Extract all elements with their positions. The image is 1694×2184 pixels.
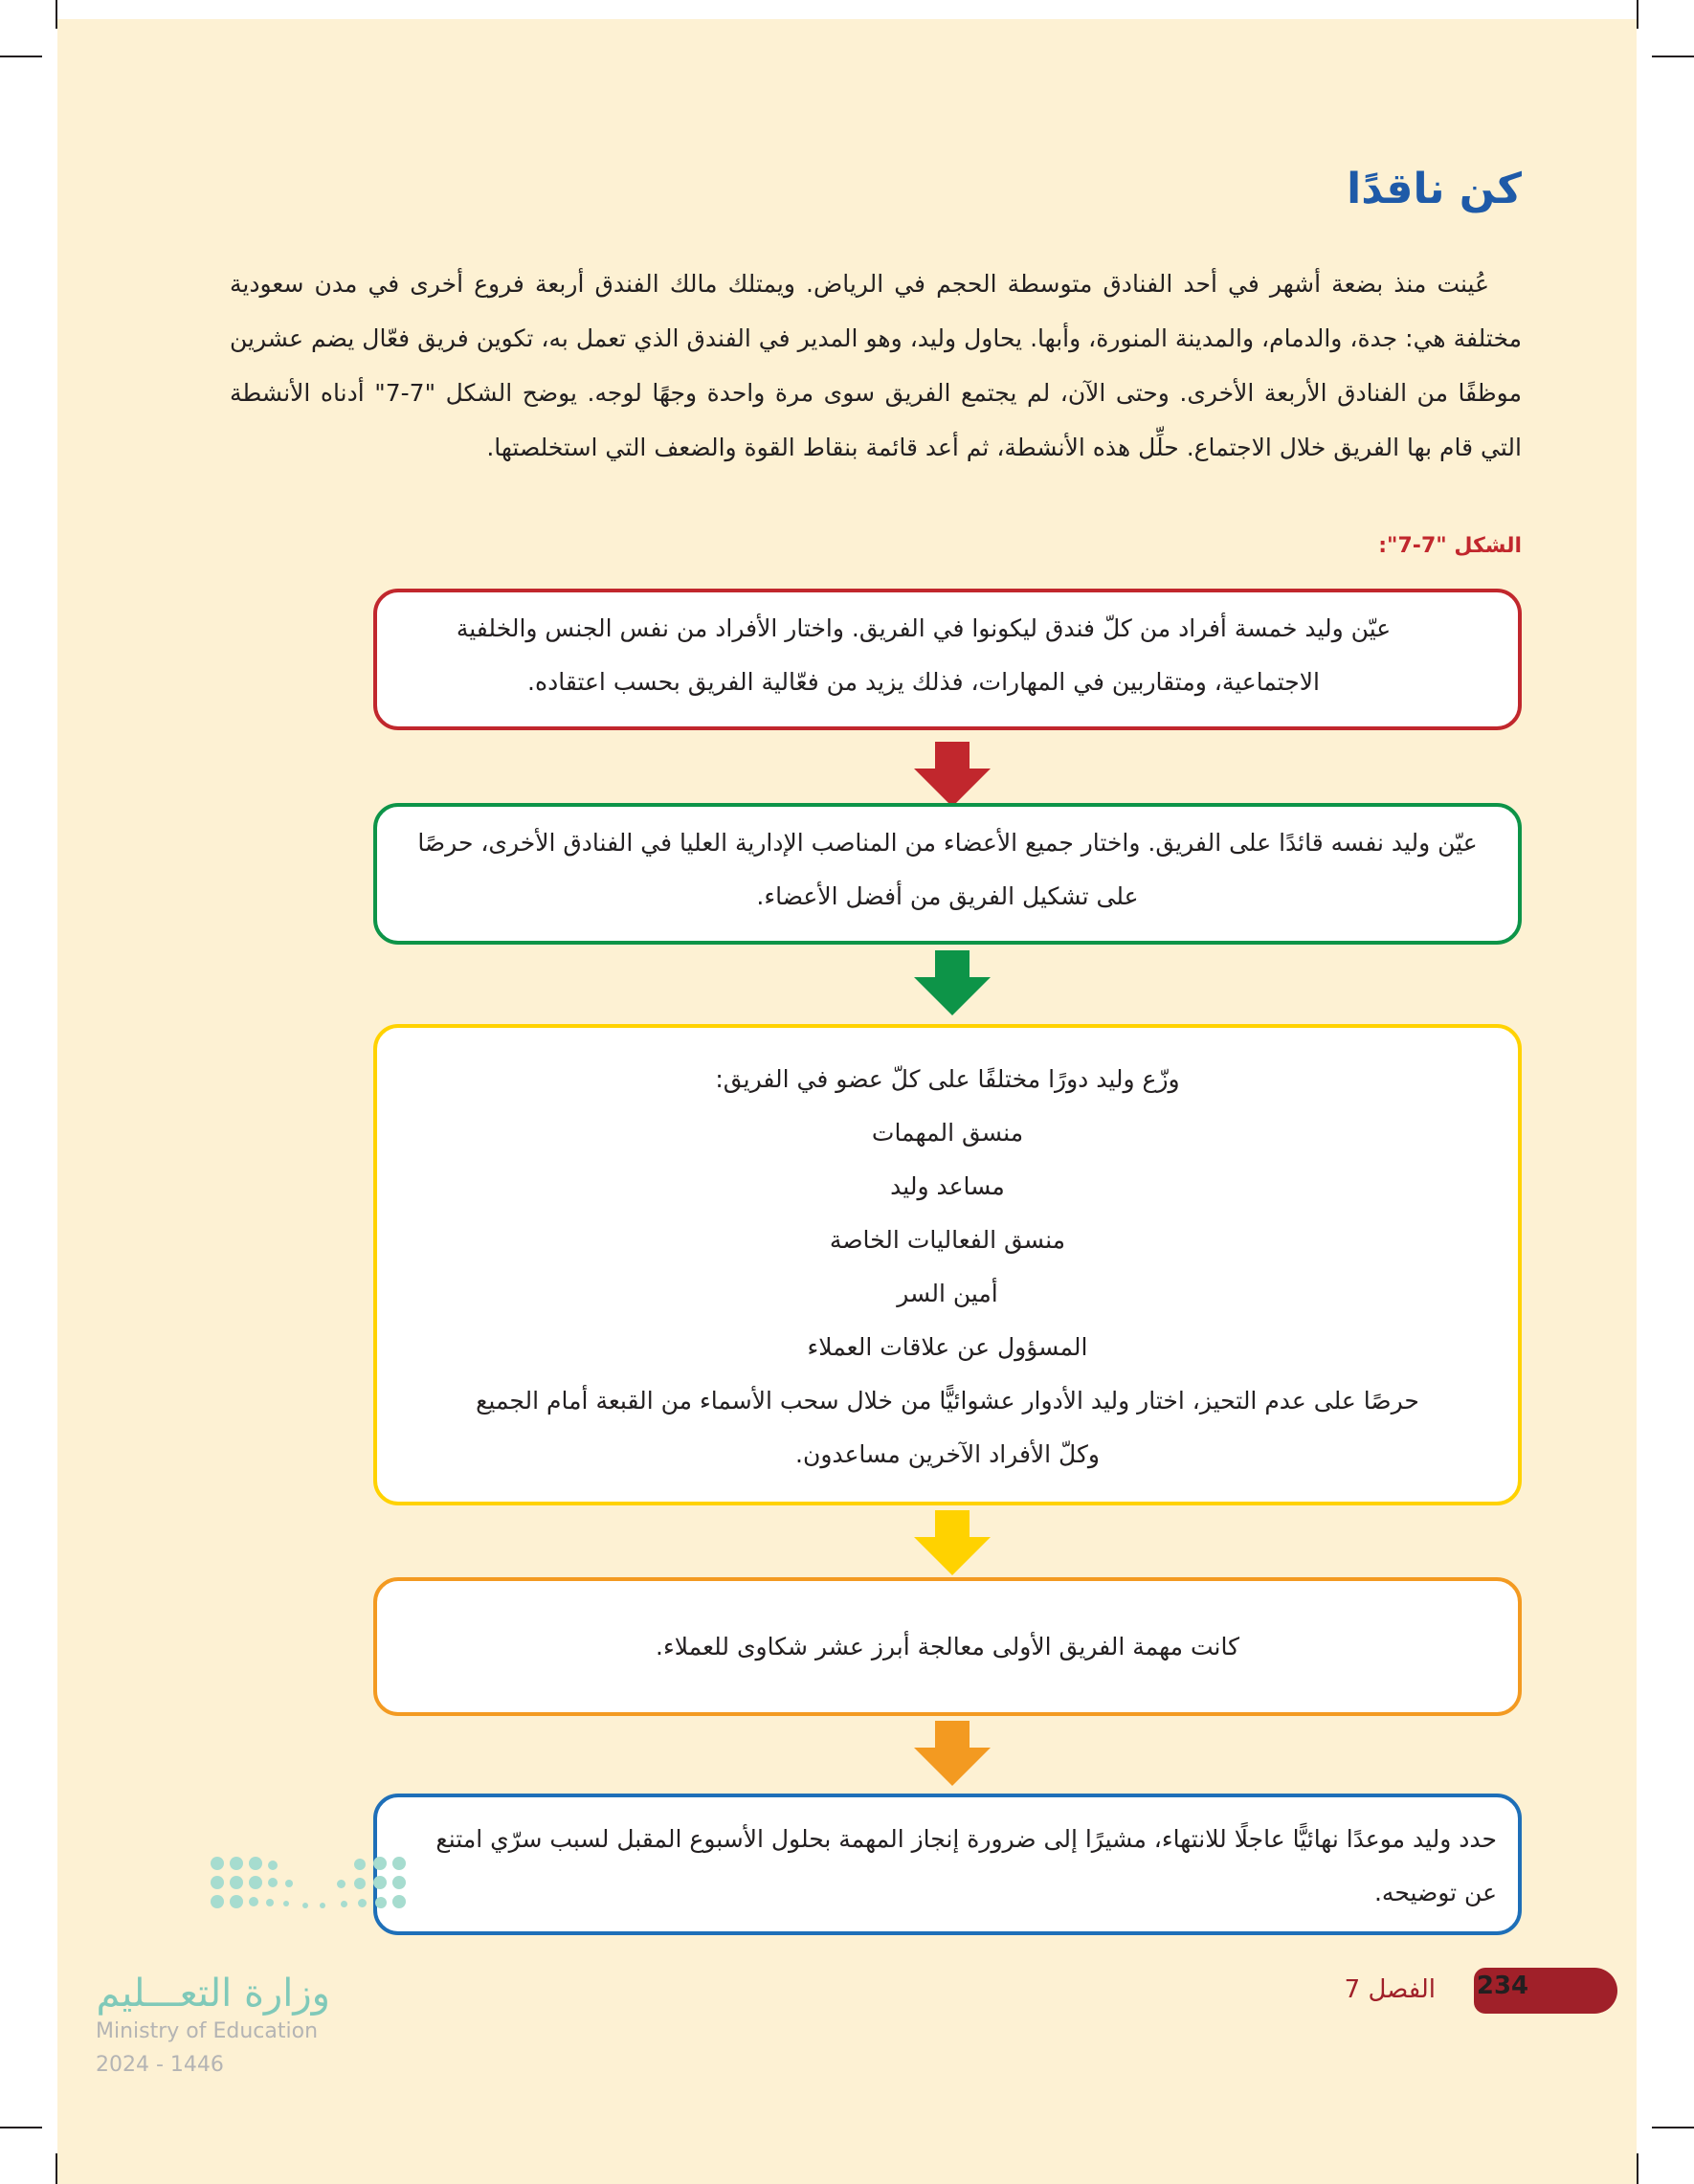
role-item: المسؤول عن علاقات العملاء xyxy=(807,1333,1088,1361)
down-arrow-icon xyxy=(914,742,991,809)
flow-box-text: كانت مهمة الفريق الأولى معالجة أبرز عشر شكاوى للعملاء. xyxy=(656,1632,1239,1660)
roles-lead: وزّع وليد دورًا مختلفًا على كلّ عضو في الفريق: xyxy=(715,1065,1180,1093)
page-number: 234 xyxy=(1476,1972,1529,2000)
down-arrow-icon xyxy=(914,950,991,1017)
flow-box-team-selection xyxy=(373,589,1522,730)
ministry-name-ar: وزارة التعـــليم xyxy=(96,1972,330,2016)
section-heading: كن ناقدًا xyxy=(1347,165,1522,213)
crop-mark xyxy=(56,0,57,29)
flow-box-text: حدد وليد موعدًا نهائيًّا عاجلًا للانتهاء، مشيرًا إلى ضرورة إنجاز المهمة بحلول الأسبوع المقبل لسبب سرّي امتنع عن توضيحه. xyxy=(435,1825,1497,1906)
crop-mark xyxy=(56,2153,57,2184)
flow-box-text: عيّن وليد نفسه قائدًا على الفريق. واختار جميع الأعضاء من المناصب الإدارية العليا في الفنادق الأخرى، حرصًا على تشكيل الفريق من أفضل الأعضاء. xyxy=(417,829,1478,910)
flow-box-text: عيّن وليد خمسة أفراد من كلّ فندق ليكونوا في الفريق. واختار الأفراد من نفس الجنس والخلفية الاجتماعية، ومتقاربين في المهارات، فذلك يزيد من فعّالية الفريق بحسب اعتقاده. xyxy=(456,614,1392,696)
chapter-label: الفصل 7 xyxy=(1344,1975,1436,2004)
flow-box-leader xyxy=(373,803,1522,945)
academic-year: 2024 - 1446 xyxy=(96,2053,224,2077)
crop-mark xyxy=(1637,2153,1638,2184)
ministry-name-en: Ministry of Education xyxy=(96,2019,319,2043)
role-item: مساعد وليد xyxy=(890,1172,1005,1200)
intro-paragraph xyxy=(230,256,1522,475)
role-item: منسق المهمات xyxy=(871,1119,1024,1147)
intro-text: عُينت منذ بضعة أشهر في أحد الفنادق متوسطة الحجم في الرياض. ويمتلك مالك الفندق أربعة فروع أخرى في مدن سعودية مختلفة هي: جدة، والدمام، والمدينة المنورة، وأبها. يحاول وليد، وهو المدير في الفندق الذي تعمل به، تكوين فريق فعّال يضم عشرين موظفًا من الفنادق الأربعة الأخرى. وحتى الآن، لم يجتمع الفريق سوى مرة واحدة وجهًا لوجه. يوضح الشكل "7-7" أدناه الأنشطة التي قام بها الفريق خلال الاجتماع. حلِّل هذه الأنشطة، ثم أعد قائمة بنقاط القوة والضعف التي استخلصتها. xyxy=(230,270,1522,461)
crop-mark xyxy=(1652,56,1694,57)
flow-box-roles xyxy=(373,1024,1522,1505)
figure-label: الشكل "7-7": xyxy=(1378,534,1522,558)
ministry-watermark xyxy=(96,1972,335,2077)
crop-mark xyxy=(0,2127,42,2128)
flow-box-first-task xyxy=(373,1577,1522,1716)
crop-mark xyxy=(0,56,42,57)
down-arrow-icon xyxy=(914,1721,991,1788)
down-arrow-icon xyxy=(914,1510,991,1577)
roles-tail: حرصًا على عدم التحيز، اختار وليد الأدوار عشوائيًّا من خلال سحب الأسماء من القبعة أمام الجميع وكلّ الأفراد الآخرين مساعدون. xyxy=(476,1387,1419,1468)
role-item: أمين السر xyxy=(897,1280,998,1307)
flow-box-deadline xyxy=(373,1794,1522,1935)
roles-list xyxy=(398,1106,1497,1374)
crop-mark xyxy=(1652,2127,1694,2128)
role-item: منسق الفعاليات الخاصة xyxy=(829,1226,1066,1254)
crop-mark xyxy=(1637,0,1638,29)
